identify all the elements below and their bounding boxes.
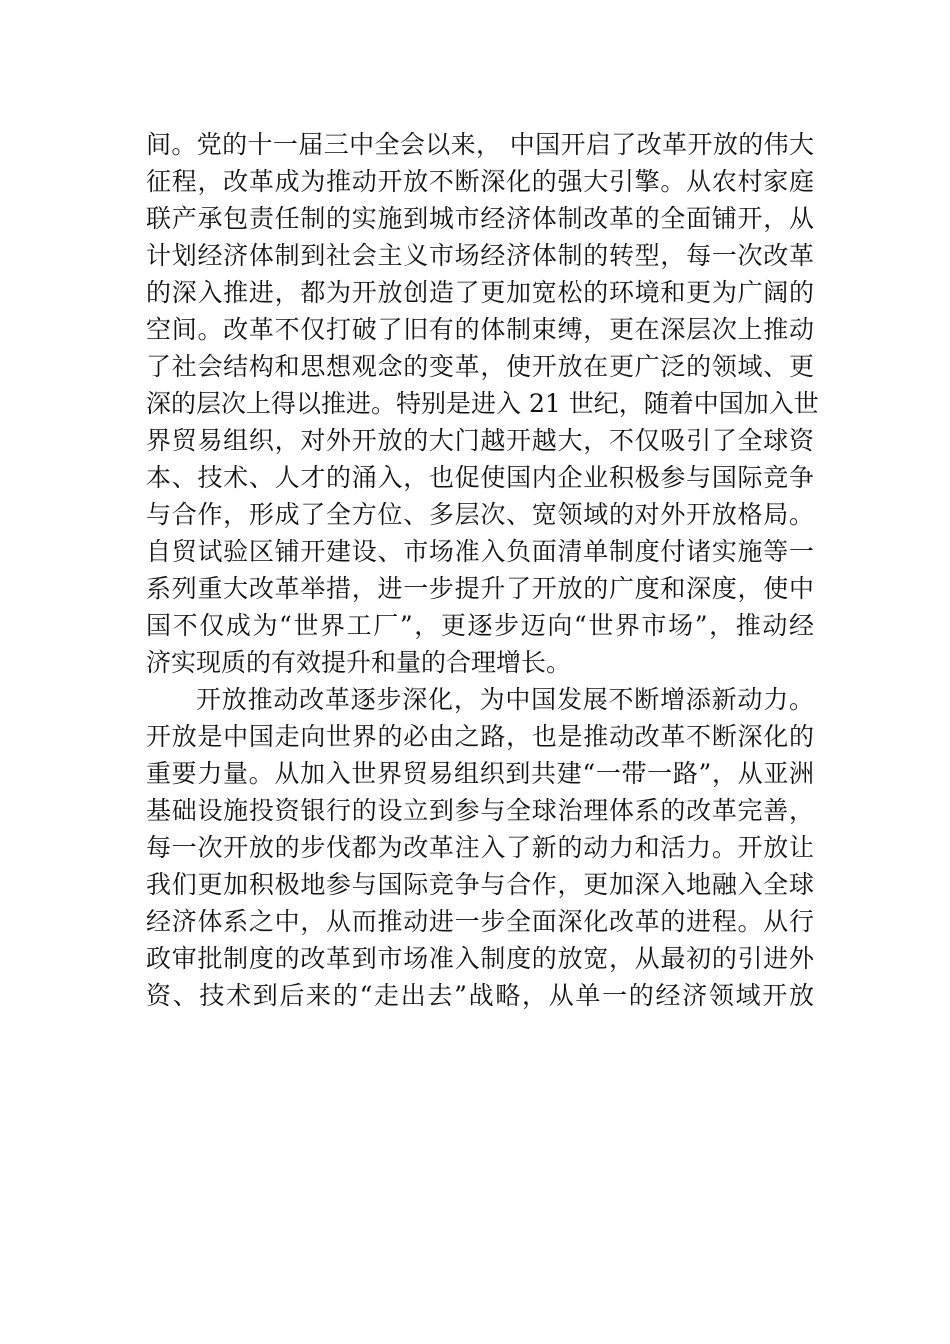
text-line: 每一次开放的步伐都为改革注入了新的动力和活力。开放让: [146, 833, 814, 862]
text-line: 系列重大改革举措，进一步提升了开放的广度和深度，使中: [146, 574, 814, 603]
paragraph-2: [146, 681, 814, 1014]
text-line: 济实现质的有效提升和量的合理增长。: [146, 648, 572, 677]
text-line: 间。党的十一届三中全会以来， 中国开启了改革开放的伟大: [146, 130, 814, 159]
text-line: 了社会结构和思想观念的变革，使开放在更广泛的领域、更: [146, 352, 814, 381]
text-line: 开放推动改革逐步深化，为中国发展不断增添新动力。: [196, 685, 814, 714]
text-line: 与合作，形成了全方位、多层次、宽领域的对外开放格局。: [146, 500, 814, 529]
text-line: 自贸试验区铺开建设、市场准入负面清单制度付诸实施等一: [146, 537, 814, 566]
text-line: 我们更加积极地参与国际竞争与合作，更加深入地融入全球: [146, 870, 814, 899]
text-line: 界贸易组织，对外开放的大门越开越大，不仅吸引了全球资: [146, 426, 814, 455]
text-line: 联产承包责任制的实施到城市经济体制改革的全面铺开，从: [146, 204, 814, 233]
text-line: 基础设施投资银行的设立到参与全球治理体系的改革完善，: [146, 796, 814, 825]
text-line: 政审批制度的改革到市场准入制度的放宽，从最初的引进外: [146, 944, 814, 973]
text-line: 重要力量。从加入世界贸易组织到共建“一带一路”，从亚洲: [146, 759, 814, 788]
paragraph-1: [146, 126, 819, 681]
text-line: 深的层次上得以推进。特别是进入 21 世纪，随着中国加入世: [146, 389, 819, 418]
text-line: 国不仅成为“世界工厂”，更逐步迈向“世界市场”，推动经: [146, 611, 814, 640]
body-text: [146, 126, 819, 1014]
text-line: 的深入推进，都为开放创造了更加宽松的环境和更为广阔的: [146, 278, 814, 307]
text-line: 征程，改革成为推动开放不断深化的强大引擎。从农村家庭: [146, 167, 814, 196]
text-line: 开放是中国走向世界的必由之路，也是推动改革不断深化的: [146, 722, 814, 751]
text-line: 资、技术到后来的“走出去”战略，从单一的经济领域开放: [146, 981, 814, 1010]
text-line: 本、技术、人才的涌入，也促使国内企业积极参与国际竞争: [146, 463, 814, 492]
text-line: 经济体系之中，从而推动进一步全面深化改革的进程。从行: [146, 907, 814, 936]
text-line: 计划经济体制到社会主义市场经济体制的转型，每一次改革: [146, 241, 814, 270]
text-line: 空间。改革不仅打破了旧有的体制束缚，更在深层次上推动: [146, 315, 814, 344]
